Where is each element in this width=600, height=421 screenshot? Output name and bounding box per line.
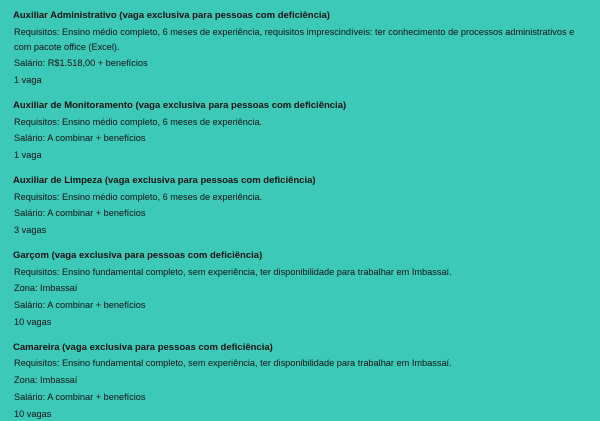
job-listing-auxiliar-de-limpeza	[13, 175, 588, 238]
job-salary: Salário: A combinar + benefícios	[14, 133, 146, 144]
job-title: Auxiliar de Monitoramento (vaga exclusiva para pessoas com deficiência)	[13, 99, 347, 111]
job-listing-auxiliar-administrativo	[13, 10, 588, 88]
job-requirements: Requisitos: Ensino fundamental completo, sem experiência, ter disponibilidade para trabalhar em Imbassaí.	[14, 266, 452, 277]
job-vacancies: 1 vaga	[14, 75, 42, 86]
job-requirements: Requisitos: Ensino médio completo, 6 meses de experiência.	[14, 116, 263, 127]
job-title: Garçom (vaga exclusiva para pessoas com deficiência)	[13, 249, 263, 261]
job-salary: Salário: R$1.518,00 + benefícios	[14, 58, 148, 69]
job-vacancies: 1 vaga	[14, 150, 42, 161]
job-requirements: Requisitos: Ensino fundamental completo, sem experiência, ter disponibilidade para trabalhar em Imbassaí.	[14, 358, 452, 369]
job-salary: Salário: A combinar + benefícios	[14, 300, 146, 311]
job-listing-camareira	[13, 342, 588, 421]
job-title: Auxiliar de Limpeza (vaga exclusiva para pessoas com deficiência)	[13, 174, 316, 186]
job-listing-auxiliar-de-monitoramento	[13, 100, 588, 163]
job-salary: Salário: A combinar + benefícios	[14, 208, 146, 219]
job-title: Auxiliar Administrativo (vaga exclusiva para pessoas com deficiência)	[13, 10, 330, 21]
job-vacancies: 10 vagas	[14, 408, 52, 419]
job-requirements: Requisitos: Ensino médio completo, 6 meses de experiência, requisitos imprescindíveis: ter conhecimento de processos administrativos e com pacote office (Excel).	[14, 26, 575, 52]
job-requirements: Requisitos: Ensino médio completo, 6 meses de experiência.	[14, 191, 263, 202]
job-vacancies: 3 vagas	[14, 225, 47, 236]
job-zone: Zona: Imbassaí	[14, 375, 78, 386]
job-listing-garcom	[13, 250, 588, 330]
job-zone: Zona: Imbassaí	[14, 283, 78, 294]
job-title: Camareira (vaga exclusiva para pessoas com deficiência)	[13, 341, 273, 353]
job-vacancies: 10 vagas	[14, 316, 52, 327]
job-salary: Salário: A combinar + benefícios	[14, 391, 146, 402]
